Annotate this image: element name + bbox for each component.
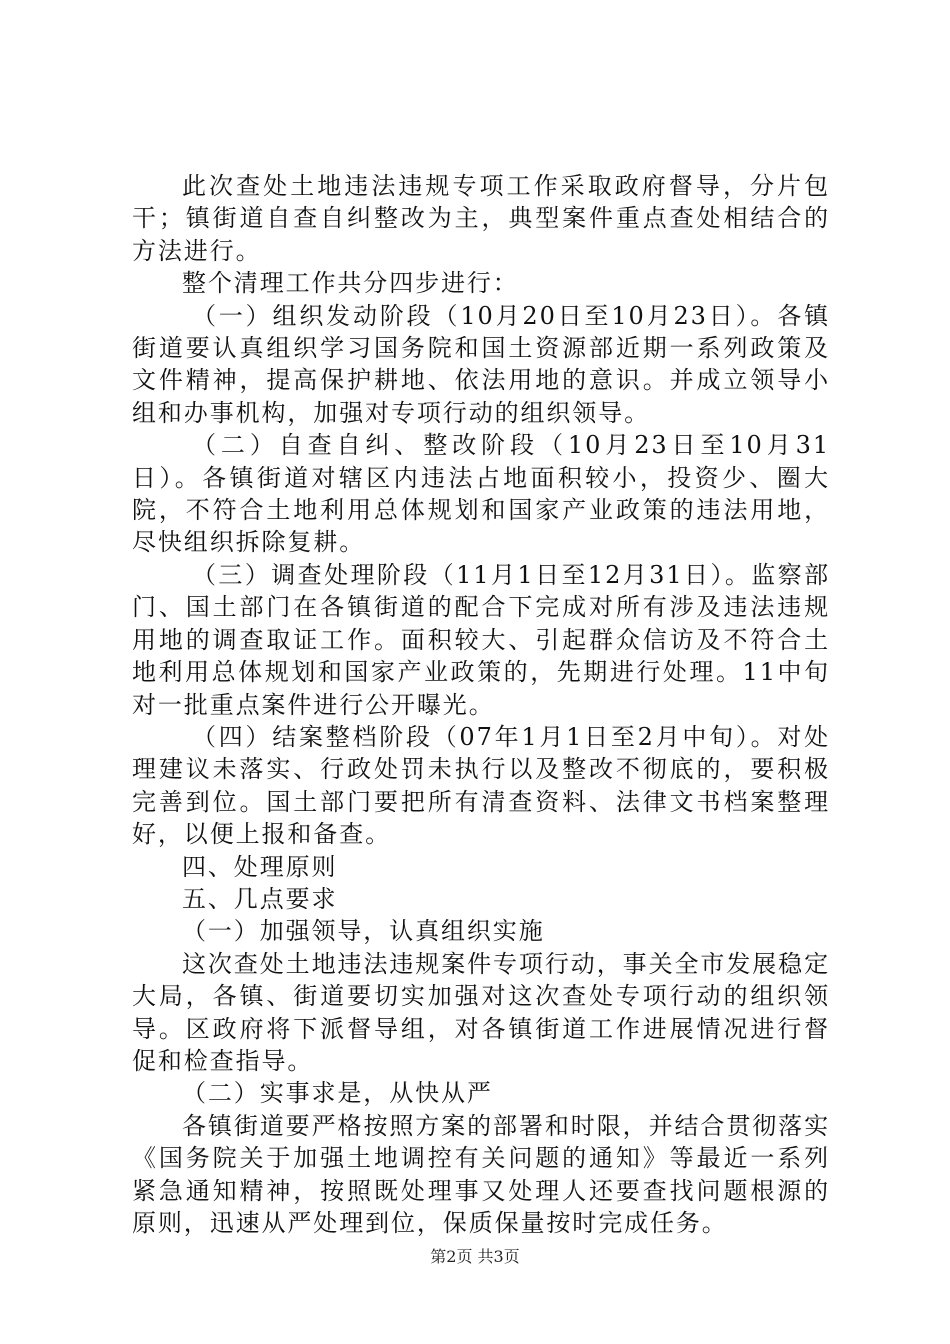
paragraph-step-two: （二）自查自纠、整改阶段（10月23日至10月31日）。各镇街道对辖区内违法占地面积较小，投资少、圈大院，不符合土地利用总体规划和国家产业政策的违法用地，尽快组织拆除复耕。 [132, 431, 830, 557]
paragraph-leadership-detail: 这次查处土地违法违规案件专项行动，事关全市发展稳定大局，各镇、街道要切实加强对这次查处专项行动的组织领导。区政府将下派督导组，对各镇街道工作进展情况进行督促和检查指导。 [132, 949, 830, 1075]
heading-section-four: 四、处理原则 [182, 852, 338, 881]
paragraph-step-one: （一）组织发动阶段（10月20日至10月23日）。各镇街道要认真组织学习国务院和国土资源部近期一系列政策及文件精神，提高保护耕地、依法用地的意识。并成立领导小组和办事机构，加强对专项行动的组织领导。 [132, 301, 830, 427]
subheading-strengthen-leadership: （一）加强领导，认真组织实施 [182, 917, 545, 946]
paragraph-seek-truth-detail: 各镇街道要严格按照方案的部署和时限，并结合贯彻落实《国务院关于加强土地调控有关问题的通知》等最近一系列紧急通知精神，按照既处理事又处理人还要查找问题根源的原则，迅速从严处理到位，保质保量按时完成任务。 [132, 1111, 830, 1237]
paragraph-supervision-method: 此次查处土地违法违规专项工作采取政府督导，分片包干；镇街道自查自纠整改为主，典型案件重点查处相结合的方法进行。 [132, 172, 830, 265]
page-number-footer: 第2页 共3页 [430, 1247, 520, 1266]
document-body [132, 170, 830, 1239]
paragraph-step-four: （四）结案整档阶段（07年1月1日至2月中旬）。对处理建议未落实、行政处罚未执行以及整改不彻底的，要积极完善到位。国土部门要把所有清查资料、法律文书档案整理好，以便上报和备查。 [132, 722, 830, 849]
subheading-seek-truth: （二）实事求是，从快从严 [182, 1079, 493, 1108]
paragraph-step-three: （三）调查处理阶段（11月1日至12月31日）。监察部门、国土部门在各镇街道的配合下完成对所有涉及违法违规用地的调查取证工作。面积较大、引起群众信访及不符合土地利用总体规划和国家产业政策的，先期进行处理。11中旬对一批重点案件进行公开曝光。 [132, 560, 830, 719]
paragraph-four-steps-intro: 整个清理工作共分四步进行： [182, 269, 519, 298]
heading-section-five: 五、几点要求 [182, 884, 338, 913]
